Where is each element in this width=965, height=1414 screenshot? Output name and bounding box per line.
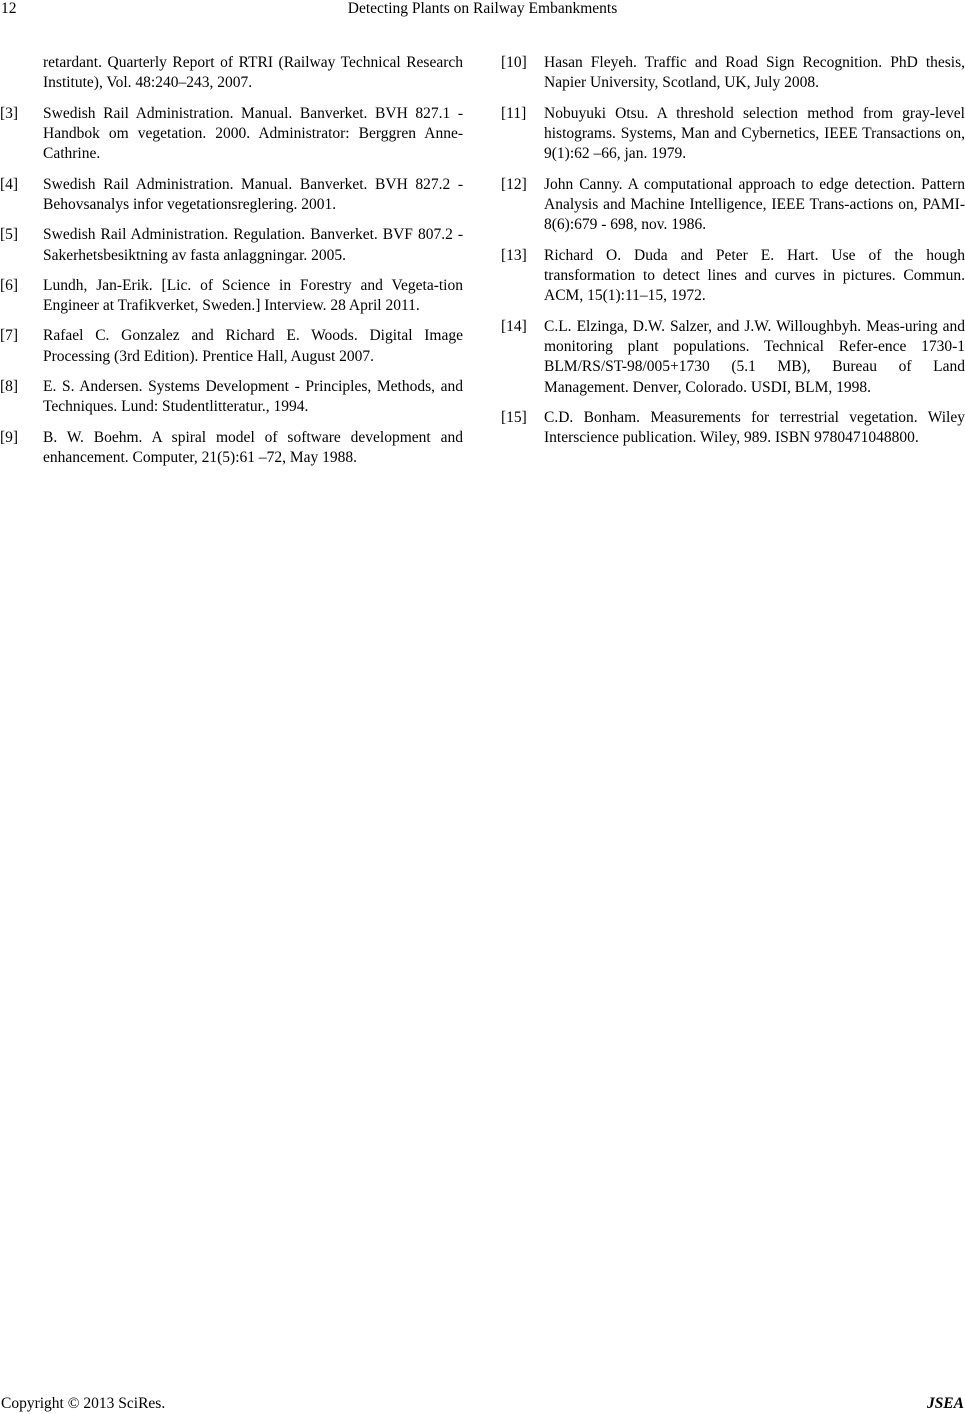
reference-text: John Canny. A computational approach to edge detection. Pattern Analysis and Machine Intelligence, IEEE Trans-actions on, PAMI-8(6):679 - 698, nov. 1986.	[544, 175, 965, 234]
reference-text: Nobuyuki Otsu. A threshold selection method from gray-level histograms. Systems, Man and Cybernetics, IEEE Transactions on, 9(1):62 –66, jan. 1979.	[544, 104, 965, 163]
page-footer	[0, 1395, 965, 1414]
reference-12	[501, 175, 965, 236]
page-header	[0, 0, 965, 22]
reference-10	[501, 53, 965, 94]
reference-text: Swedish Rail Administration. Manual. Banverket. BVH 827.1 - Handbok om vegetation. 2000. Administrator: Berggren Anne-Cathrine.	[43, 104, 463, 163]
reference-number: [6]	[0, 276, 19, 294]
reference-text: Swedish Rail Administration. Manual. Banverket. BVH 827.2 - Behovsanalys infor vegetationsreglering. 2001.	[43, 175, 463, 214]
reference-11	[501, 104, 965, 165]
copyright-notice: Copyright © 2013 SciRes.	[1, 1395, 166, 1412]
reference-6	[0, 276, 463, 317]
reference-9	[0, 428, 463, 469]
right-column	[501, 53, 965, 459]
reference-number: [7]	[0, 327, 19, 345]
reference-text: C.L. Elzinga, D.W. Salzer, and J.W. Willoughbyh. Meas-uring and monitoring plant populations. Technical Refer-ence 1730-1 BLM/RS/ST-98/005+1730 (5.1 MB), Bureau of Land Management. Denver, Colorado. USDI, BLM, 1998.	[544, 317, 965, 396]
reference-13	[501, 246, 965, 307]
reference-text: Hasan Fleyeh. Traffic and Road Sign Recognition. PhD thesis, Napier University, Scotland, UK, July 2008.	[544, 54, 965, 92]
reference-text: E. S. Andersen. Systems Development - Principles, Methods, and Techniques. Lund: Studentlitteratur., 1994.	[43, 378, 463, 416]
reference-text: Swedish Rail Administration. Regulation. Banverket. BVF 807.2 - Sakerhetsbesiktning av fasta anlaggningar. 2005.	[43, 226, 463, 264]
reference-text: Rafael C. Gonzalez and Richard E. Woods. Digital Image Processing (3rd Edition). Prentice Hall, August 2007.	[43, 327, 463, 365]
reference-number: [11]	[501, 104, 527, 122]
reference-text: Lundh, Jan-Erik. [Lic. of Science in Forestry and Vegeta-tion Engineer at Trafikverket, Sweden.] Interview. 28 April 2011.	[43, 276, 463, 315]
reference-5	[0, 225, 463, 266]
reference-7	[0, 326, 463, 367]
reference-number: [10]	[501, 54, 527, 71]
reference-4	[0, 175, 463, 216]
reference-number: [15]	[501, 409, 527, 427]
reference-text: C.D. Bonham. Measurements for terrestrial vegetation. Wiley Interscience publication. Wiley, 989. ISBN 9780471048800.	[544, 409, 965, 447]
running-title: Detecting Plants on Railway Embankments	[347, 0, 618, 17]
reference-number: [13]	[501, 246, 527, 264]
journal-name: JSEA	[926, 1395, 964, 1412]
reference-continuation	[0, 53, 463, 94]
reference-15	[501, 408, 965, 449]
reference-3	[0, 104, 463, 165]
page-number: 12	[1, 0, 17, 17]
reference-text: retardant. Quarterly Report of RTRI (Railway Technical Research Institute), Vol. 48:240–243, 2007.	[43, 54, 463, 92]
reference-text: B. W. Boehm. A spiral model of software development and enhancement. Computer, 21(5):61 –72, May 1988.	[43, 428, 463, 467]
reference-number: [14]	[501, 317, 527, 335]
reference-8	[0, 377, 463, 418]
left-column	[0, 53, 463, 478]
reference-number: [3]	[0, 104, 19, 122]
reference-number: [8]	[0, 378, 19, 396]
reference-number: [9]	[0, 428, 19, 446]
reference-14	[501, 317, 965, 399]
reference-text: Richard O. Duda and Peter E. Hart. Use of the hough transformation to detect lines and curves in pictures. Commun. ACM, 15(1):11–15, 1972.	[544, 246, 965, 305]
reference-number: [5]	[0, 226, 19, 244]
reference-number: [4]	[0, 175, 19, 193]
reference-number: [12]	[501, 175, 527, 193]
